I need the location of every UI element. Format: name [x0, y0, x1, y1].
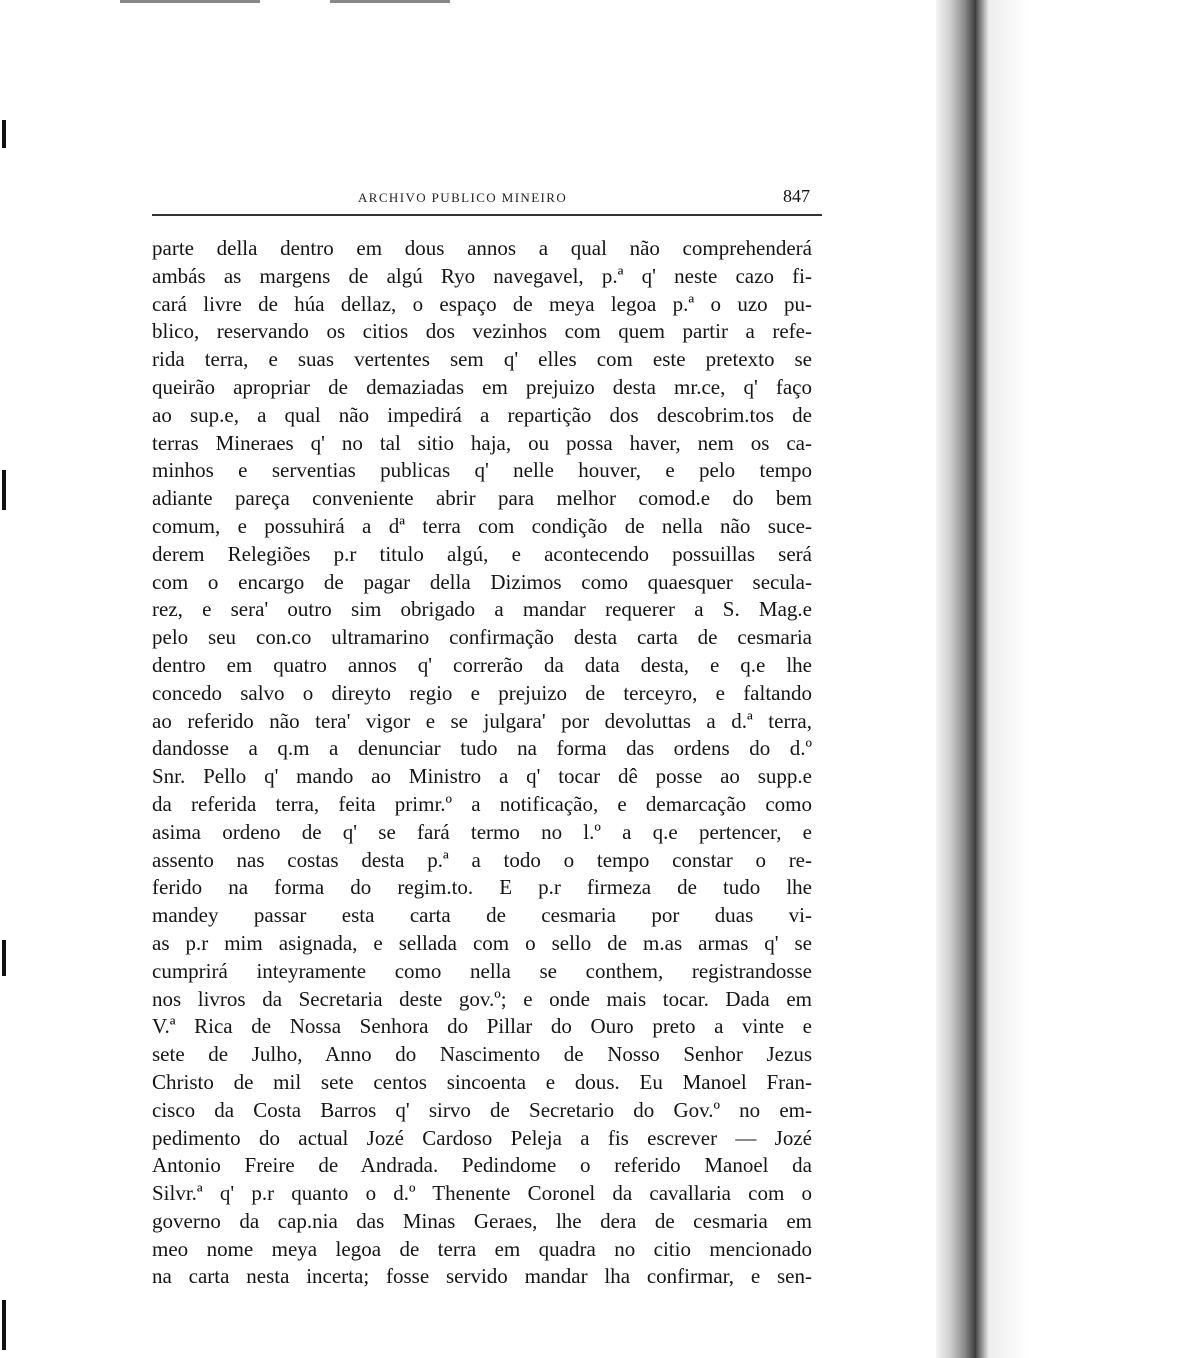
- text-line: mandey passar esta carta de cesmaria por duas vi-: [152, 903, 812, 928]
- binding-mark: [2, 120, 6, 148]
- text-line: dandosse a q.m a denunciar tudo na forma das ordens do d.º: [152, 736, 812, 761]
- binding-mark: [2, 1300, 6, 1350]
- text-line: nos livros da Secretaria deste gov.º; e onde mais tocar. Dada em: [152, 986, 812, 1011]
- text-line: da referida terra, feita primr.º a notificação, e demarcação como: [152, 791, 812, 816]
- text-line: meo nome meya legoa de terra em quadra no citio mencionado: [152, 1236, 812, 1261]
- header-rule: [152, 214, 822, 216]
- text-line: asima ordeno de q' se fará termo no l.º a q.e pertencer, e: [152, 819, 812, 844]
- text-line: na carta nesta incerta; fosse servido mandar lha confirmar, e sen-: [152, 1264, 812, 1289]
- underlying-page: [976, 0, 1190, 1358]
- page-number: 847: [783, 186, 810, 206]
- text-line: pelo seu con.co ultramarino confirmação desta carta de cesmaria: [152, 625, 812, 650]
- text-line: ambás as margens de algú Ryo navegavel, p.ª q' neste cazo fi-: [152, 263, 812, 288]
- text-line: V.ª Rica de Nossa Senhora do Pillar do Ouro preto a vinte e: [152, 1014, 812, 1039]
- text-line: dentro em quatro annos q' correrão da data desta, e q.e lhe: [152, 652, 812, 677]
- text-line: sete de Julho, Anno do Nascimento de Nosso Senhor Jezus: [152, 1042, 812, 1067]
- text-line: Antonio Freire de Andrada. Pedindome o referido Manoel da: [152, 1153, 812, 1178]
- binding-mark: [2, 470, 6, 510]
- text-line: ferido na forma do regim.to. E p.r firmeza de tudo lhe: [152, 875, 812, 900]
- text-line: com o encargo de pagar della Dizimos como quaesquer secula-: [152, 569, 812, 594]
- text-line: minhos e serventias publicas q' nelle houver, e pelo tempo: [152, 458, 812, 483]
- running-title: ARCHIVO PUBLICO MINEIRO: [358, 190, 568, 205]
- text-line: queirão apropriar de demaziadas em prejuizo desta mr.ce, q' faço: [152, 374, 812, 399]
- text-line: ao sup.e, a qual não impedirá a repartição dos descobrim.tos de: [152, 402, 812, 427]
- text-line: rida terra, e suas vertentes sem q' elles com este pretexto se: [152, 347, 812, 372]
- text-line: derem Relegiões p.r titulo algú, e acontecendo possuillas será: [152, 541, 812, 566]
- text-line: governo da cap.nia das Minas Geraes, lhe dera de cesmaria em: [152, 1208, 812, 1233]
- text-line: adiante pareça conveniente abrir para melhor comod.e do bem: [152, 486, 812, 511]
- text-line: Silvr.ª q' p.r quanto o d.º Thenente Coronel da cavallaria com o: [152, 1181, 812, 1206]
- page-header: [152, 186, 810, 210]
- text-line: blico, reservando os citios dos vezinhos com quem partir a refe-: [152, 319, 812, 344]
- text-line: rez, e sera' outro sim obrigado a mandar requerer a S. Mag.e: [152, 597, 812, 622]
- text-line: cisco da Costa Barros q' sirvo de Secretario do Gov.º no em-: [152, 1097, 812, 1122]
- scan-speck: [120, 0, 260, 3]
- text-line: pedimento do actual Jozé Cardoso Peleja a fis escrever — Jozé: [152, 1125, 812, 1150]
- text-line: concedo salvo o direyto regio e prejuizo de terceyro, e faltando: [152, 680, 812, 705]
- text-line: assento nas costas desta p.ª a todo o tempo constar o re-: [152, 847, 812, 872]
- body-text: [152, 235, 812, 1291]
- text-line: parte della dentro em dous annos a qual não comprehenderá: [152, 236, 812, 260]
- text-line: as p.r mim asignada, e sellada com o sello de m.as armas q' se: [152, 930, 812, 955]
- text-line: cará livre de húa dellaz, o espaço de meya legoa p.ª o uzo pu-: [152, 291, 812, 316]
- text-line: terras Mineraes q' no tal sitio haja, ou possa haver, nem os ca-: [152, 430, 812, 455]
- text-line: ao referido não tera' vigor e se julgara' por devoluttas a d.ª terra,: [152, 708, 812, 733]
- text-line: comum, e possuhirá a dª terra com condição de nella não suce-: [152, 513, 812, 538]
- binding-mark: [2, 940, 6, 976]
- scan-speck: [330, 0, 450, 3]
- text-line: cumprirá inteyramente como nella se conthem, registrandosse: [152, 958, 812, 983]
- text-line: Snr. Pello q' mando ao Ministro a q' tocar dê posse ao supp.e: [152, 764, 812, 789]
- page-edge-shadow: [936, 0, 976, 1358]
- text-line: Christo de mil sete centos sincoenta e dous. Eu Manoel Fran-: [152, 1069, 812, 1094]
